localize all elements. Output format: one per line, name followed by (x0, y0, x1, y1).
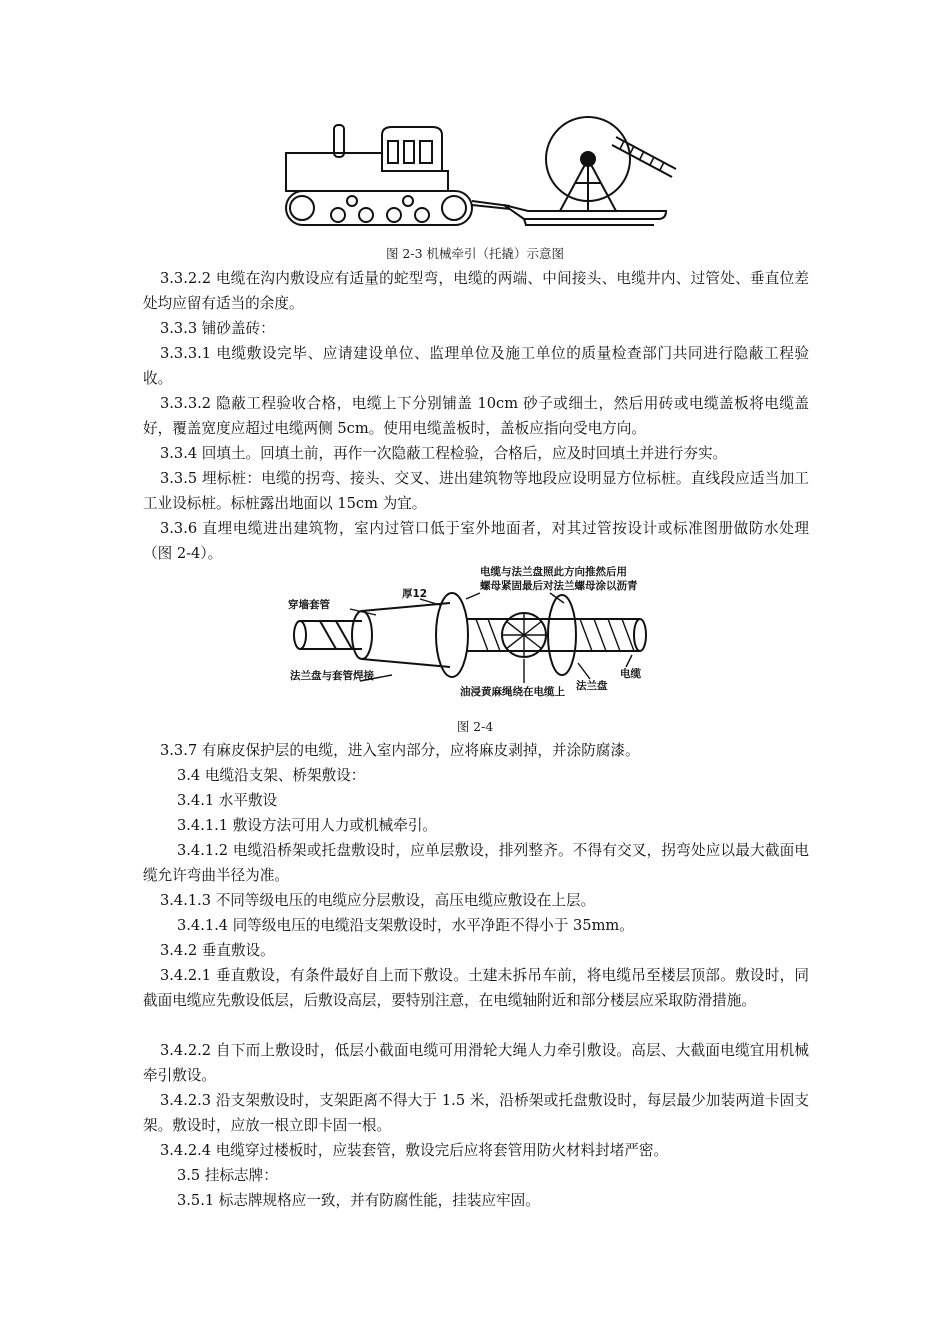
label-note-line2: 螺母紧固最后对法兰螺母涂以沥青 (480, 580, 638, 592)
paragraph-3-4: 3.4 电缆沿支架、桥架敷设： (177, 767, 366, 784)
label-hemp-rope: 油浸黄麻绳绕在电缆上 (460, 686, 565, 698)
paragraph-3-4-2: 3.4.2 垂直敷设。 (160, 942, 275, 959)
figure-2-4-sleeve-drawing (280, 563, 670, 705)
paragraph-3-4-1-4: 3.4.1.4 同等级电压的电缆沿支架敷设时，水平净距不得小于 35mm。 (177, 917, 634, 934)
paragraph-3-4-1-1: 3.4.1.1 敷设方法可用人力或机械牵引。 (177, 817, 438, 834)
paragraph-3-4-1: 3.4.1 水平敷设 (177, 792, 278, 809)
paragraph-3-3-2-2: 3.3.2.2 电缆在沟内敷设应有适量的蛇型弯，电缆的两端、中间接头、电缆井内、过管处、垂直位差处均应留有适当的余度。 (143, 270, 809, 312)
figure-2-3-tractor-drawing (278, 113, 678, 233)
paragraph-3-3-3-1: 3.3.3.1 电缆敷设完毕、应请建设单位、监理单位及施工单位的质量检查部门共同进行隐蔽工程验收。 (143, 345, 809, 387)
paragraph-3-3-5: 3.3.5 埋标桩：电缆的拐弯、接头、交叉、进出建筑物等地段应设明显方位标桩。直线段应适当加工工业设标桩。标桩露出地面以 15cm 为宜。 (143, 470, 809, 512)
label-note-line1: 电缆与法兰盘照此方向推然后用 (480, 566, 627, 578)
label-thickness: 厚12 (402, 588, 428, 600)
paragraph-3-3-4: 3.3.4 回填土。回填土前，再作一次隐蔽工程检验，合格后，应及时回填土并进行夯实。 (160, 445, 728, 462)
paragraph-3-3-6: 3.3.6 直埋电缆进出建筑物，室内过管口低于室外地面者，对其过管按设计或标准图册做防水处理（图 2-4）。 (143, 520, 809, 562)
paragraph-3-3-3: 3.3.3 铺砂盖砖： (160, 320, 275, 337)
figure-2-3-caption: 图 2-3 机械牵引（托撬）示意图 (385, 246, 565, 261)
figure-2-4-caption: 图 2-4 (456, 719, 494, 734)
label-flange-weld: 法兰盘与套管焊接 (290, 670, 374, 682)
paragraph-3-4-2-2: 3.4.2.2 自下而上敷设时，低层小截面电缆可用滑轮大绳人力牵引敷设。高层、大截面电缆宜用机械牵引敷设。 (143, 1042, 809, 1084)
label-flange: 法兰盘 (576, 680, 608, 692)
label-cable: 电缆 (620, 668, 641, 680)
paragraph-3-4-2-1: 3.4.2.1 垂直敷设，有条件最好自上而下敷设。土建未拆吊车前，将电缆吊至楼层顶部。敷设时，同截面电缆应先敷设低层，后敷设高层，要特别注意，在电缆轴附近和部分楼层应采取防滑措施。 (143, 967, 809, 1009)
paragraph-3-3-3-2: 3.3.3.2 隐蔽工程验收合格，电缆上下分别铺盖 10cm 砂子或细土，然后用砖或电缆盖板将电缆盖好，覆盖宽度应超过电缆两侧 5cm。使用电缆盖板时，盖板应指向受电方向。 (143, 395, 809, 437)
paragraph-3-4-2-3: 3.4.2.3 沿支架敷设时，支架距离不得大于 1.5 米，沿桥架或托盘敷设时，每层最少加装两道卡固支架。敷设时，应放一根立即卡固一根。 (143, 1092, 809, 1134)
paragraph-3-5: 3.5 挂标志牌： (177, 1167, 278, 1184)
paragraph-3-4-1-3: 3.4.1.3 不同等级电压的电缆应分层敷设，高压电缆应敷设在上层。 (160, 892, 596, 909)
label-wall-sleeve: 穿墙套管 (288, 599, 330, 611)
paragraph-3-3-7: 3.3.7 有麻皮保护层的电缆，进入室内部分，应将麻皮剥掉，并涂防腐漆。 (160, 742, 640, 759)
paragraph-3-4-1-2: 3.4.1.2 电缆沿桥架或托盘敷设时，应单层敷设，排列整齐。不得有交叉，拐弯处应以最大截面电缆允许弯曲半径为准。 (143, 842, 809, 884)
paragraph-3-5-1: 3.5.1 标志牌规格应一致，并有防腐性能，挂装应牢固。 (177, 1192, 540, 1209)
paragraph-3-4-2-4: 3.4.2.4 电缆穿过楼板时，应装套管，敷设完后应将套管用防火材料封堵严密。 (160, 1142, 669, 1159)
